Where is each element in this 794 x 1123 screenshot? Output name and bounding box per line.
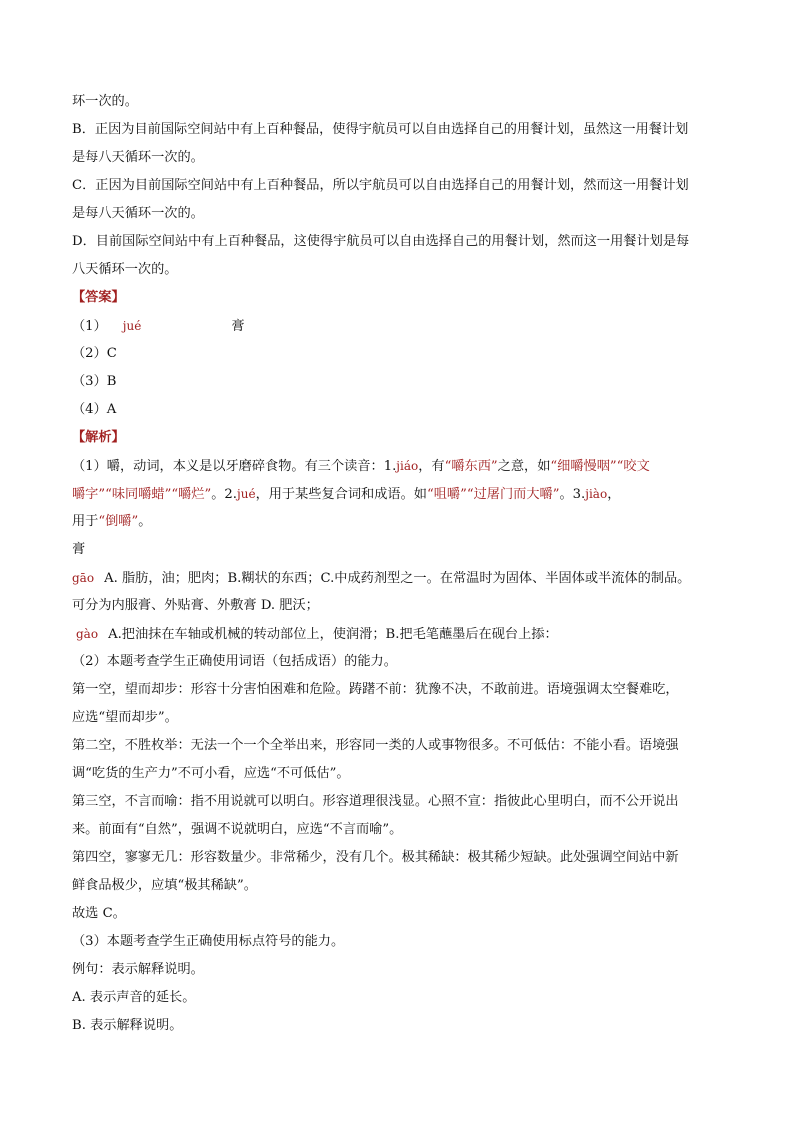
option-b-text-2: 是每八天循环一次的。 <box>72 150 204 165</box>
blank-2-line-2: 调“吃货的生产力”不可小看，应选“不可低估”。 <box>72 766 350 781</box>
analysis-1-text-num2: 。2. <box>211 487 237 502</box>
analysis-2-intro: （2）本题考查学生正确使用词语（包括成语）的能力。 <box>72 654 397 669</box>
answer-4: （4）A <box>72 402 117 417</box>
blank-4-line-1: 第四空，寥寥无几：形容数量少。非常稀少，没有几个。极其稀缺：极其稀少短缺。此处强调空间站中新 <box>72 850 679 865</box>
blank-3-line-1: 第三空，不言而喻：指不用说就可以明白。形容道理很浅显。心照不宣：指彼此心里明白，而不公开说出 <box>72 794 679 809</box>
answer-1-number: （1） <box>72 319 107 334</box>
option-b-line-1 <box>72 116 732 144</box>
blank-2-line-1: 第二空，不胜枚举：无法一个一个全举出来，形容同一类的人或事物很多。不可低估：不能小看。语境强 <box>72 738 679 753</box>
analysis-3-intro: （3）本题考查学生正确使用标点符号的能力。 <box>72 934 345 949</box>
option-a-tail <box>72 88 732 116</box>
option-c-line-2 <box>72 200 732 228</box>
answer-1-character: 膏 <box>231 319 245 334</box>
blank-4-line-2: 鲜食品极少，应填“极其稀缺”。 <box>72 878 257 893</box>
example-chew: “嚼东西” <box>444 459 498 474</box>
analysis-2-conclusion: 故选 C。 <box>72 906 126 921</box>
answer-header: 【答案】 <box>72 290 125 305</box>
answer-2: （2）C <box>72 346 117 361</box>
example-jujue: “咀嚼” <box>427 487 467 502</box>
option-b-line-2 <box>72 144 732 172</box>
analysis-1-text-e: ，用于某些复合词和成语。如 <box>255 487 427 502</box>
option-d-line-1 <box>72 228 732 256</box>
analysis-1-text-i: ， <box>607 487 621 502</box>
option-d-text-2: 八天循环一次的。 <box>72 262 178 277</box>
gao-2-definition: A.把油抹在车轴或机械的转动部位上，使润滑；B.把毛笔蘸墨后在砚台上掭： <box>108 627 558 642</box>
pinyin-jiao-2: jiáo <box>396 459 419 473</box>
pinyin-jue: jué <box>237 487 256 501</box>
example-jiaolan: “嚼烂” <box>171 487 212 502</box>
blank-1-line-1: 第一空，望而却步：形容十分害怕困难和危险。踌躇不前：犹豫不决，不敢前进。语境强调太空餐难吃， <box>72 682 679 697</box>
analysis-1-line-1 <box>72 452 732 480</box>
pinyin-gao-1: gāo <box>72 571 95 585</box>
gao-character: 膏 <box>72 542 86 557</box>
analysis-1-text-num3: 。3. <box>559 487 586 502</box>
analysis-1-text-b: ，有 <box>418 459 445 474</box>
example-weitong: “味同嚼蜡” <box>105 487 172 502</box>
example-tumen: “过屠门而大嚼” <box>466 487 560 502</box>
answer-1-pinyin: jué <box>122 319 142 333</box>
document-page <box>72 88 732 1040</box>
option-d-text-1: D．目前国际空间站中有上百种餐品，这使得宇航员可以自由选择自己的用餐计划，然而这一用餐计划是每 <box>72 234 690 249</box>
analysis-1-text-l3c: 。 <box>138 514 152 529</box>
analysis-1-text-l3a: 用于 <box>72 514 99 529</box>
blank-3-line-2: 来。前面有“自然”，强调不说就明白，应选“不言而喻”。 <box>72 822 403 837</box>
answer-1 <box>72 312 732 340</box>
answer-3: （3）B <box>72 374 117 389</box>
option-c-text-2: 是每八天循环一次的。 <box>72 206 204 221</box>
gao-1-definition: A. 脂肪，油；肥肉；B.糊状的东西；C.中成药剂型之一。在常温时为固体、半固体或半流体的制品。 <box>104 571 691 586</box>
option-c-line-1 <box>72 172 732 200</box>
analysis-1-text-a: （1）嚼，动词，本义是以牙磨碎食物。有三个读音：1. <box>72 459 397 474</box>
example-yaowen: “咬文 <box>616 459 650 474</box>
pinyin-gao-4: gào <box>76 627 99 641</box>
analysis-1-line-3 <box>72 508 732 536</box>
analysis-1-line-2 <box>72 480 732 508</box>
option-a-end-text: 环一次的。 <box>72 94 138 109</box>
gao-1-line-1 <box>72 564 732 592</box>
analysis-1-text-d: 之意，如 <box>497 459 551 474</box>
option-b-explanation: B. 表示解释说明。 <box>72 1018 183 1033</box>
gao-2-line <box>72 620 732 648</box>
pinyin-jiao-4: jiào <box>585 487 608 501</box>
option-a-explanation: A. 表示声音的延长。 <box>72 990 196 1005</box>
option-d-line-2 <box>72 256 732 284</box>
gao-1-line-2: 可分为内服膏、外贴膏、外敷膏 D. 肥沃； <box>72 598 319 613</box>
option-b-text-1: B．正因为目前国际空间站中有上百种餐品，使得宇航员可以自由选择自己的用餐计划，虽然这一用餐计划 <box>72 122 689 137</box>
option-c-text-1: C．正因为目前国际空间站中有上百种餐品，所以宇航员可以自由选择自己的用餐计划，然而这一用餐计划 <box>72 178 689 193</box>
analysis-header: 【解析】 <box>72 430 125 445</box>
example-sentence: 例句：表示解释说明。 <box>72 962 204 977</box>
blank-1-line-2: 应选“望而却步”。 <box>72 710 178 725</box>
example-daojiao: “倒嚼” <box>98 514 139 529</box>
example-xijiao: “细嚼慢咽” <box>550 459 617 474</box>
example-yaowen-end: 嚼字” <box>72 487 106 502</box>
